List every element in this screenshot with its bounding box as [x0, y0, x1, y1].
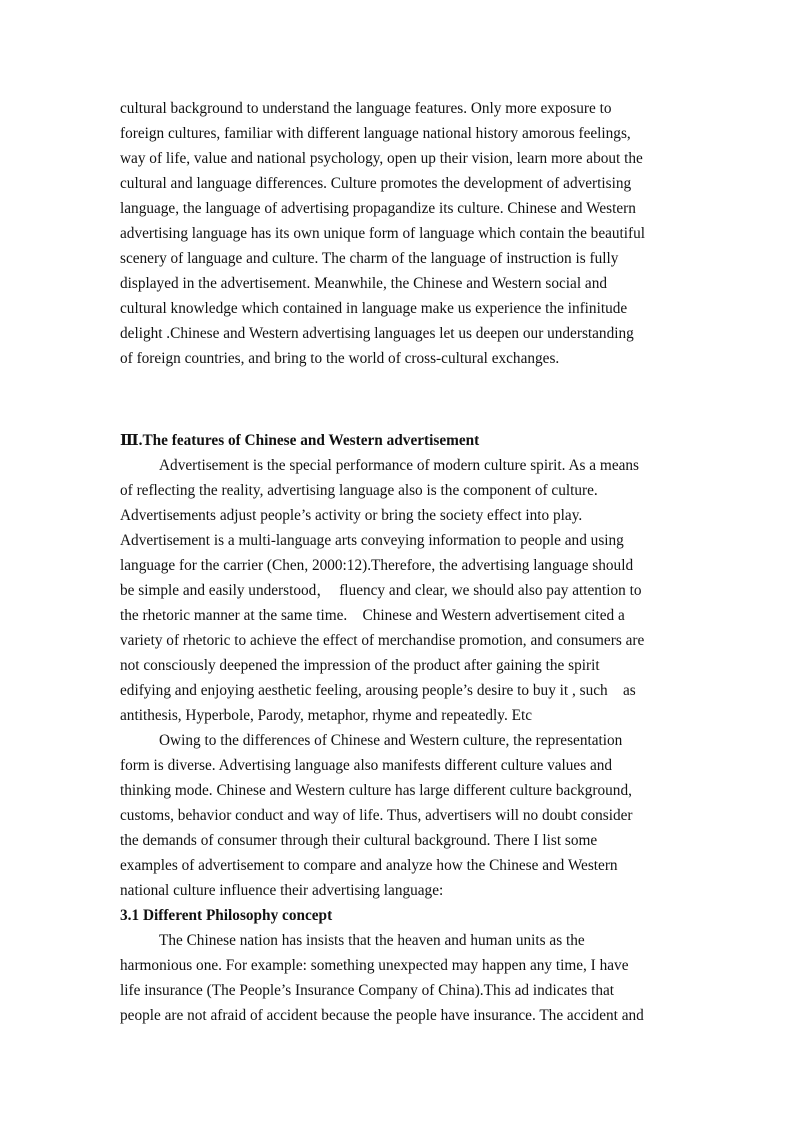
- text-line: examples of advertisement to compare and analyze how the Chinese and Western: [120, 857, 618, 874]
- text-line: antithesis, Hyperbole, Parody, metaphor, rhyme and repeatedly. Etc: [120, 707, 532, 724]
- text-line: harmonious one. For example: something unexpected may happen any time, I have: [120, 957, 629, 974]
- text-line: life insurance (The People’s Insurance Company of China).This ad indicates that: [120, 982, 615, 999]
- text-line: the demands of consumer through their cultural background. There I list some: [120, 832, 598, 849]
- text-line: thinking mode. Chinese and Western culture has large different culture background,: [120, 782, 632, 799]
- text-line: cultural knowledge which contained in language make us experience the infinitude: [120, 300, 628, 317]
- text-line: not consciously deepened the impression of the product after gaining the spirit: [120, 657, 600, 674]
- text-line: Advertisements adjust people’s activity or bring the society effect into play.: [120, 507, 583, 524]
- text-line: form is diverse. Advertising language also manifests different culture values and: [120, 757, 613, 774]
- section-heading: Ⅲ.The features of Chinese and Western advertisement: [120, 432, 480, 449]
- text-line: foreign cultures, familiar with different language national history amorous feelings,: [120, 125, 631, 142]
- text-line: the rhetoric manner at the same time. Chinese and Western advertisement cited a: [120, 607, 625, 624]
- intro-paragraph: [120, 96, 670, 371]
- text-line: The Chinese nation has insists that the heaven and human units as the: [159, 932, 585, 949]
- text-line: of foreign countries, and bring to the world of cross-cultural exchanges.: [120, 350, 560, 367]
- text-line: way of life, value and national psychology, open up their vision, learn more about the: [120, 150, 643, 167]
- text-line: advertising language has its own unique form of language which contain the beautiful: [120, 225, 646, 242]
- text-line: Owing to the differences of Chinese and Western culture, the representation: [159, 732, 623, 749]
- text-line: cultural and language differences. Culture promotes the development of advertising: [120, 175, 632, 192]
- text-line: delight .Chinese and Western advertising languages let us deepen our understanding: [120, 325, 634, 342]
- text-line: Advertisement is a multi-language arts conveying information to people and using: [120, 532, 624, 549]
- text-line: customs, behavior conduct and way of life. Thus, advertisers will no doubt consider: [120, 807, 633, 824]
- text-line: national culture influence their advertising language:: [120, 882, 444, 899]
- text-line: scenery of language and culture. The charm of the language of instruction is fully: [120, 250, 619, 267]
- text-line: Advertisement is the special performance of modern culture spirit. As a means: [159, 457, 639, 474]
- features-section: [120, 428, 670, 1028]
- subsection-heading: 3.1 Different Philosophy concept: [120, 907, 333, 924]
- text-line: people are not afraid of accident because the people have insurance. The accident and: [120, 1007, 644, 1024]
- text-line: variety of rhetoric to achieve the effect of merchandise promotion, and consumers are: [120, 632, 645, 649]
- text-line: language for the carrier (Chen, 2000:12).Therefore, the advertising language should: [120, 557, 634, 574]
- text-line: of reflecting the reality, advertising language also is the component of culture.: [120, 482, 598, 499]
- text-line: displayed in the advertisement. Meanwhile, the Chinese and Western social and: [120, 275, 607, 292]
- text-line: language, the language of advertising propagandize its culture. Chinese and Western: [120, 200, 636, 217]
- text-line: edifying and enjoying aesthetic feeling, arousing people’s desire to buy it , such as: [120, 682, 636, 699]
- text-line: cultural background to understand the language features. Only more exposure to: [120, 100, 612, 117]
- text-line: be simple and easily understood， fluency and clear, we should also pay attention to: [120, 582, 642, 599]
